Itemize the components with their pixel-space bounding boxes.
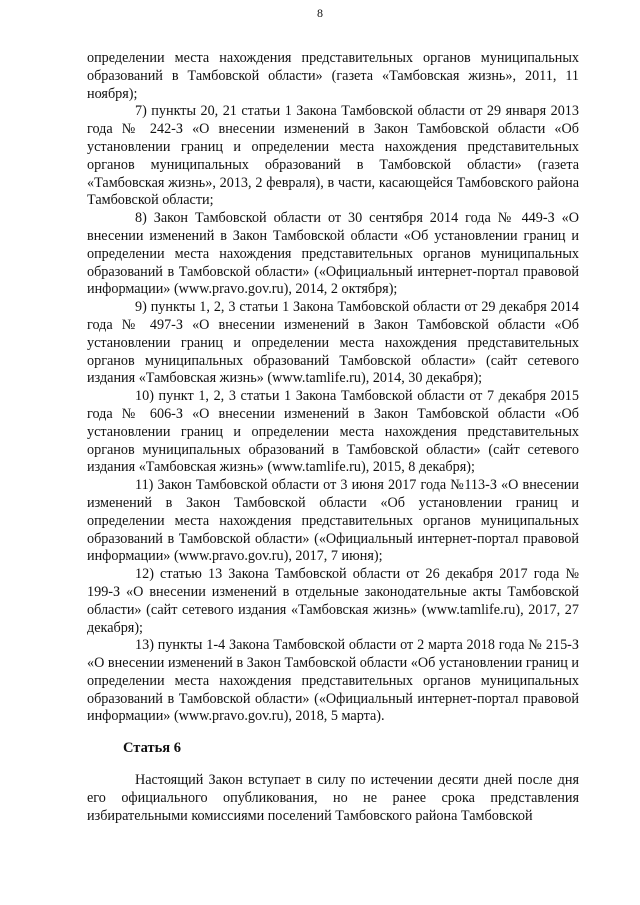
list-item-13: 13) пункты 1-4 Закона Тамбовской области от 2 марта 2018 года № 215-З «О внесении изменений в Закон Тамбовской области «Об установлении границ и определении места нахождения представительных органов муниципальных образований в Тамбовской области» («Официальный интернет-портал правовой информации» (www.pravo.gov.ru), 2018, 5 марта). bbox=[87, 637, 579, 725]
document-body bbox=[87, 50, 579, 825]
list-item-7: 7) пункты 20, 21 статьи 1 Закона Тамбовской области от 29 января 2013 года № 242-З «О внесении изменений в Закон Тамбовской области «Об установлении границ и определении места нахождения представительных органов муниципальных образований в Тамбовской области» (газета «Тамбовская жизнь», 2013, 2 февраля), в части, касающейся Тамбовского района Тамбовской области; bbox=[87, 103, 579, 209]
paragraph-continuation: определении места нахождения представительных органов муниципальных образований в Тамбовской области» (газета «Тамбовская жизнь», 2011, 11 ноября); bbox=[87, 50, 579, 102]
article-text: Настоящий Закон вступает в силу по истечении десяти дней после дня его официального опубликования, но не ранее срока представления избирательными комиссиями поселений Тамбовского района Тамбовской bbox=[87, 772, 579, 824]
list-item-10: 10) пункт 1, 2, 3 статьи 1 Закона Тамбовской области от 7 декабря 2015 года № 606-З «О внесении изменений в Закон Тамбовской области «Об установлении границ и определении места нахождения представительных органов муниципальных образований в Тамбовской области» (сайт сетевого издания «Тамбовская жизнь» (www.tamlife.ru), 2015, 8 декабря); bbox=[87, 388, 579, 476]
list-item-8: 8) Закон Тамбовской области от 30 сентября 2014 года № 449-З «О внесении изменений в Закон Тамбовской области «Об установлении границ и определении места нахождения представительных органов муниципальных образований в Тамбовской области» («Официальный интернет-портал правовой информации» (www.pravo.gov.ru), 2014, 2 октября); bbox=[87, 210, 579, 298]
article-heading: Статья 6 bbox=[123, 740, 181, 757]
list-item-11: 11) Закон Тамбовской области от 3 июня 2017 года №113-З «О внесении изменений в Закон Тамбовской области «Об установлении границ и определении места нахождения представительных органов муниципальных образований в Тамбовской области» («Официальный интернет-портал правовой информации» (www.pravo.gov.ru), 2017, 7 июня); bbox=[87, 477, 579, 565]
list-item-9: 9) пункты 1, 2, 3 статьи 1 Закона Тамбовской области от 29 декабря 2014 года № 497-З «О внесении изменений в Закон Тамбовской области «Об установлении границ и определении места нахождения представительных органов муниципальных образований Тамбовской области» (сайт сетевого издания «Тамбовская жизнь» (www.tamlife.ru), 2014, 30 декабря); bbox=[87, 299, 579, 387]
list-item-12: 12) статью 13 Закона Тамбовской области от 26 декабря 2017 года № 199-З «О внесении изменений в отдельные законодательные акты Тамбовской области» (сайт сетевого издания «Тамбовская жизнь» (www.tamlife.ru), 2017, 27 декабря); bbox=[87, 566, 579, 636]
page-number: 8 bbox=[317, 6, 323, 20]
